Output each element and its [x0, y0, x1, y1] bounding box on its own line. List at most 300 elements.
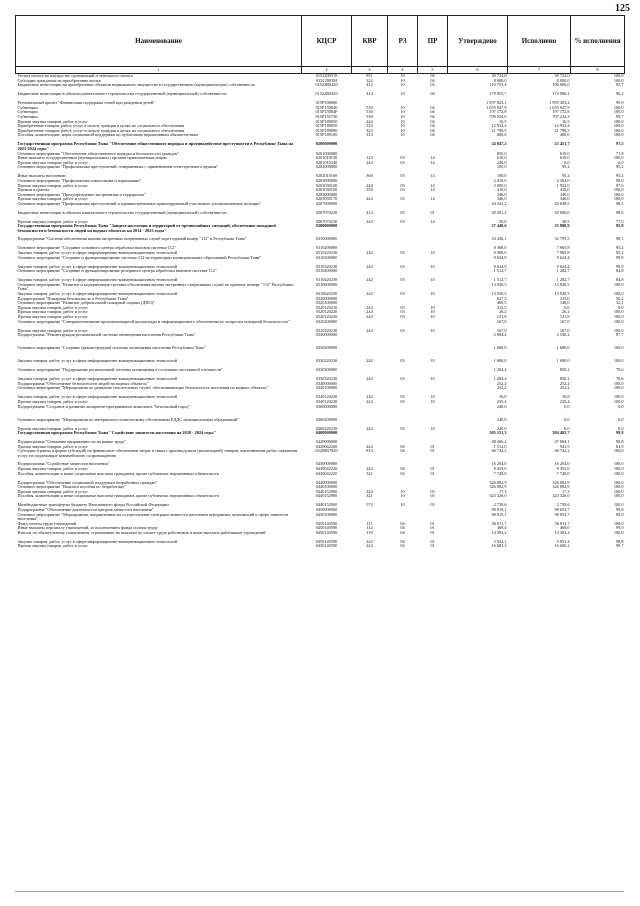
row-kcsr: 0320220230 [315, 328, 338, 333]
row-approved: 627,5 [496, 296, 507, 301]
row-approved: 100,0 [496, 174, 507, 179]
row-name: Прочая закупка товаров, работ и услуг [17, 119, 89, 124]
row-pr: 03 [430, 489, 435, 494]
row-kcsr: 0450140590 [315, 544, 338, 549]
table-row [16, 283, 625, 292]
table-row [16, 513, 625, 522]
row-pr: 14 [430, 197, 435, 202]
row-approved: 1 997 823,1 [486, 101, 507, 106]
row-kvr: 412 [366, 83, 373, 88]
row-name: Подпрограмма "Обеспечение безопасности людей на водных объектах" [17, 381, 149, 386]
row-kvr: 242 [366, 292, 373, 297]
row-name: Прочая закупка товаров, работ и услуг [17, 219, 89, 224]
row-executed: 26,2 [561, 310, 570, 315]
row-percent: 0,0 [618, 305, 624, 310]
row-approved: 98 819,1 [491, 512, 507, 517]
row-approved: 709 554,0 [489, 114, 507, 119]
column-number: 6 [448, 67, 508, 74]
row-executed: 30 724,0 [554, 73, 570, 78]
row-executed: 172 980,1 [552, 92, 570, 97]
row-kvr: 321 [366, 471, 373, 476]
row-executed: 850,2 [559, 368, 570, 373]
row-name: Закупка товаров, работ, услуг в сфере информационно-коммуникационных технологий [17, 292, 178, 297]
row-name: Приобретение товаров, работ, услуг в пользу граждан в целях их социального обеспечения [17, 128, 185, 133]
row-percent: 100,0 [613, 119, 624, 124]
row-approved: 8 000,0 [493, 78, 507, 83]
row-percent: 100,0 [613, 530, 624, 535]
table-row [16, 202, 625, 211]
row-executed: 2 739,6 [556, 503, 570, 508]
row-approved: 20 341,2 [491, 201, 507, 206]
row-approved: 400,0 [496, 133, 507, 138]
row-percent: 95,7 [615, 83, 624, 88]
row-name: Основное мероприятие "Профилактика преступлений и административных правонарушений участковых уполномоченных полиции" [17, 201, 262, 206]
row-kvr: 813 [366, 449, 373, 454]
row-percent: 100,0 [613, 315, 624, 319]
row-rz: 03 [400, 426, 405, 431]
row-executed: 12 932,4 [554, 124, 570, 129]
row-name: Основное мероприятие "Выплата пособия по безработице" [17, 485, 126, 490]
row-executed: 0,0 [564, 305, 570, 310]
row-kvr [352, 513, 388, 522]
row-rz: 05 [400, 210, 405, 215]
row-name: Закупка товаров, работ, услуг в сфере информационно-коммуникационных технологий [17, 395, 178, 400]
row-kcsr: 0207000000 [315, 201, 338, 206]
row-pr: 04 [430, 105, 435, 110]
row-pr: 14 [430, 156, 435, 161]
row-name: Прочая закупка товаров, работ и услуг [17, 315, 89, 319]
row-rz: 03 [400, 395, 405, 400]
row-approved: 1 512,0 [493, 444, 507, 449]
row-rz: 03 [400, 292, 405, 297]
row-percent: 100,0 [613, 449, 624, 454]
row-kcsr: 04200R7820 [315, 449, 338, 454]
row-percent: 100,0 [613, 128, 624, 133]
row-executed: 346,0 [559, 197, 570, 202]
row-rz [388, 202, 418, 211]
row-rz: 03 [400, 328, 405, 333]
row-name: Прочая закупка товаров, работ и услуг [17, 197, 89, 202]
row-kcsr: 015P189050 [315, 124, 338, 129]
row-kcsr: 015P100000 [315, 101, 338, 106]
row-executed: 95,2 [561, 174, 570, 179]
row-executed: 326 082,9 [552, 485, 570, 490]
row-approved: 16 204,0 [491, 462, 507, 467]
row-rz: 10 [400, 128, 405, 133]
row-percent: 100,0 [613, 282, 624, 287]
row-kvr: 242 [366, 251, 373, 256]
row-kvr: 242 [366, 359, 373, 364]
row-pr [418, 269, 448, 278]
column-number: 8 [571, 67, 625, 74]
row-pr: 04 [430, 83, 435, 88]
row-approved: 1 204,4 [493, 368, 507, 373]
row-pr: 14 [430, 219, 435, 224]
row-executed: 95,2 [561, 165, 570, 170]
row-pr: 01 [430, 466, 435, 471]
row-name: Государственная программа Республики Тыва "Защита населения и территорий от чрезвычайных ситуаций, обеспечение пожарной безопасности и безопасности людей на водных объектах на 2014 - 2023 годы" [17, 224, 276, 234]
row-percent: 100,0 [613, 124, 624, 129]
header-rz: РЗ [388, 16, 418, 67]
row-name: Основное мероприятие "Создание основного центра обработки вызовов системы-112" [17, 246, 176, 251]
row-rz [388, 237, 418, 246]
row-percent: 97,5 [615, 142, 624, 147]
row-rz [388, 405, 418, 418]
row-kcsr: 0450140590 [315, 530, 338, 535]
header-name: Наименование [16, 16, 302, 67]
row-approved: 167,0 [496, 328, 507, 333]
row-name: Фонд оплаты труда учреждений [17, 521, 77, 526]
row-pr [418, 142, 448, 151]
row-kvr: 414 [366, 210, 373, 215]
row-approved: 469,4 [496, 526, 507, 531]
row-percent: 100,0 [613, 78, 624, 83]
row-approved: 460,5 [496, 301, 507, 306]
column-number: 1 [16, 67, 302, 74]
row-pr [418, 237, 448, 246]
row-executed: 5 851,4 [556, 539, 570, 544]
row-name: Субвенции [17, 105, 38, 110]
row-kcsr: 015P150840 [315, 105, 338, 110]
row-kcsr: 0320000000 [315, 296, 338, 301]
row-kcsr: 0360220230 [315, 426, 338, 431]
row-percent: 100,0 [613, 359, 624, 364]
row-kcsr: 0203030100 [315, 188, 338, 193]
row-percent: 95,2 [615, 174, 624, 179]
row-executed: 47 684,1 [554, 440, 570, 445]
row-kvr: 242 [366, 264, 373, 269]
row-rz [388, 142, 418, 151]
row-kcsr: 0330000000 [315, 333, 338, 338]
row-executed: 610,0 [559, 151, 570, 156]
row-pr: 01 [430, 210, 435, 215]
row-name: Подпрограмма "Создание и развитие аппаратно-программного комплекса "Безопасный город" [17, 404, 191, 409]
row-approved: 16,5 [498, 119, 507, 124]
row-pr [418, 513, 448, 522]
row-pr [418, 320, 448, 329]
row-percent: 98,6 [615, 210, 624, 215]
table-row [16, 320, 625, 329]
row-approved: 30 724,0 [491, 73, 507, 78]
row-approved: 121,8 [496, 315, 507, 319]
page-number: 125 [615, 3, 630, 14]
row-kcsr: 0330200000 [315, 346, 338, 351]
row-pr: 10 [430, 359, 435, 364]
row-approved: 240,0 [496, 160, 507, 165]
row-name: Прочая закупка товаров, работ и услуг [17, 399, 89, 404]
row-pr: 04 [430, 124, 435, 129]
row-percent: 100,0 [613, 521, 624, 526]
row-name: Прочая закупка товаров, работ и услуг [17, 444, 89, 449]
row-name: Основное мероприятие "Мероприятия по материально-техническому обеспечению ЕДДС муниципальных образований" [17, 417, 239, 422]
row-approved: 8 455,0 [493, 466, 507, 471]
row-executed: 469,0 [559, 526, 570, 531]
row-pr: 14 [430, 188, 435, 193]
row-percent: 100,0 [613, 319, 624, 324]
row-pr: 14 [430, 183, 435, 188]
row-approved: 240,0 [496, 417, 507, 422]
row-executed: 1 680,0 [556, 359, 570, 364]
row-pr [418, 418, 448, 427]
row-name: Закупка товаров, работ, услуг в сфере информационно-коммуникационных технологий [17, 377, 178, 382]
row-rz: 10 [400, 503, 405, 508]
row-percent: 0,0 [618, 404, 624, 409]
row-rz: 10 [400, 78, 405, 83]
row-pr: 10 [430, 251, 435, 256]
row-rz: 03 [400, 377, 405, 382]
row-name: Закупка товаров, работ, услуг в сфере информационно-коммуникационных технологий [17, 251, 178, 256]
row-percent: 70,6 [615, 368, 624, 373]
row-pr [418, 165, 448, 174]
table-row [16, 346, 625, 359]
row-kvr [352, 368, 388, 377]
row-name: Основное мероприятие "Создание (реконструкция) системы оповещения населения Республики Тыва" [17, 346, 206, 351]
row-approved: 326 082,9 [489, 480, 507, 485]
row-percent: 97,6 [615, 183, 624, 188]
row-percent: 98,8 [615, 539, 624, 544]
row-percent: 95,9 [615, 224, 624, 229]
row-name: Иные выплаты государственных (муниципальных) органов привлекаемым лицам [17, 156, 167, 161]
row-kcsr: 0450000000 [315, 507, 338, 512]
row-kvr: 570 [366, 503, 373, 508]
page-bottom-rule [15, 891, 624, 892]
row-pr [418, 346, 448, 359]
row-approved: 13 920,5 [491, 282, 507, 287]
row-percent: 98,0 [615, 178, 624, 183]
row-kcsr: 015P189090 [315, 128, 338, 133]
row-executed: 9 624,4 [556, 255, 570, 260]
row-approved: 16,8 [498, 395, 507, 400]
row-name: Прочая закупка товаров, работ и услуг [17, 544, 89, 549]
row-rz: 03 [400, 251, 405, 256]
row-approved: 8 368,0 [493, 251, 507, 256]
row-name: Уплата налога на имущество организаций и земельного налога [17, 73, 133, 78]
row-approved: 46 742,2 [491, 449, 507, 454]
row-kvr [352, 269, 388, 278]
row-name: Государственная программа Республики Тыва "Содействие занятости населения на 2020 - 2024 годы" [17, 431, 217, 436]
row-approved: 13 920,5 [491, 292, 507, 297]
table-row [16, 224, 625, 237]
row-name: Субсидии (гранты в форме субсидий) на финансовое обеспечение затрат в связи с производством (реализацией) товаров, выполнением работ, оказанием услуг, не подлежащие казначейскому сопровождению [17, 449, 298, 458]
row-executed: 0,0 [564, 404, 570, 409]
table-row [16, 165, 625, 174]
row-percent: 100,0 [613, 328, 624, 333]
row-rz [388, 269, 418, 278]
row-pr: 01 [430, 526, 435, 531]
row-kcsr: 0205050170 [315, 197, 338, 202]
row-kvr [352, 237, 388, 246]
row-executed: 400,0 [559, 133, 570, 138]
row-approved: 252,2 [496, 386, 507, 391]
row-executed: 20 038,5 [554, 201, 570, 206]
row-kvr: 244 [366, 489, 373, 494]
row-kcsr: 015P189100 [315, 133, 338, 138]
row-kcsr: 0202010160 [315, 174, 338, 179]
row-kvr: 244 [366, 183, 373, 188]
row-rz: 03 [400, 156, 405, 161]
row-name: Межбюджетные трансферты бюджету Пенсионного фонда Российской Федерации [17, 503, 169, 508]
row-kcsr: 0420042260 [315, 444, 338, 449]
row-approved: 2 000,0 [493, 183, 507, 188]
row-executed: 2 362,0 [556, 178, 570, 183]
row-pr: 04 [430, 119, 435, 124]
row-rz: 10 [400, 133, 405, 138]
row-executed: 13 920,5 [554, 292, 570, 297]
row-approved: 5 922,1 [493, 539, 507, 544]
row-percent: 100,0 [613, 480, 624, 485]
row-executed: 98 653,7 [554, 507, 570, 512]
column-number: 4 [388, 67, 418, 74]
table-row [16, 92, 625, 101]
row-kcsr: 0440100000 [315, 485, 338, 490]
row-percent: 95,2 [615, 246, 624, 251]
row-approved: 48 266,2 [491, 440, 507, 445]
row-pr: 10 [430, 395, 435, 400]
table-row [16, 333, 625, 346]
row-kvr: 244 [366, 310, 373, 315]
row-approved: 9 634,9 [493, 264, 507, 269]
row-executed: 23 451,7 [554, 142, 570, 147]
row-kcsr: 0440152900 [315, 489, 338, 494]
budget-execution-table [15, 15, 625, 549]
row-approved: 346,0 [496, 197, 507, 202]
row-percent: 100,0 [613, 399, 624, 404]
row-kcsr: 0310400000 [315, 269, 338, 274]
row-rz: 04 [400, 539, 405, 544]
row-executed: 850,2 [559, 377, 570, 382]
row-rz: 10 [400, 114, 405, 119]
row-kcsr: 0207070230 [315, 210, 338, 215]
row-kvr: 530 [366, 114, 373, 119]
header-approved: Утверждено [448, 16, 508, 67]
row-name: Подпрограмма "Снижение напряженности на рынке труда" [17, 440, 126, 445]
row-name: Подпрограмма "Обеспечение деятельности центров занятости населения" [17, 507, 154, 512]
row-rz [388, 224, 418, 237]
row-rz [388, 283, 418, 292]
row-name: Подпрограмма "Система обеспечения вызова экстренных оперативных служб через единый номер "112" в Республике Тыва" [17, 237, 247, 242]
row-executed: 7 965,8 [556, 246, 570, 251]
row-kvr: 123 [366, 156, 373, 161]
row-executed: 197 172,8 [552, 110, 570, 115]
row-name: Основное мероприятие "Развитие и модернизация системы обеспечения вызова экстренных оперативных служб по единому номеру "112" Республики Тыва" [17, 282, 294, 292]
header-executed: Исполнено [508, 16, 571, 67]
row-rz: 03 [400, 197, 405, 202]
row-pr: 14 [430, 174, 435, 179]
row-percent: 100,0 [613, 192, 624, 197]
row-executed: 1 995 303,4 [549, 101, 570, 106]
row-executed: 16 204,0 [554, 462, 570, 467]
row-name: Взносы по обязательному социальному страхованию на выплаты по оплате труда работников и иные выплаты работникам учреждений [17, 530, 266, 535]
row-kvr [352, 346, 388, 359]
row-approved: 252,2 [496, 381, 507, 386]
row-kcsr: 0200000000 [315, 142, 338, 147]
row-kcsr: 0152200310 [315, 73, 338, 78]
row-pr: 04 [430, 73, 435, 78]
row-kvr [352, 418, 388, 427]
row-pr [418, 283, 448, 292]
row-kvr [352, 320, 388, 329]
table-row [16, 531, 625, 540]
row-name: Основное мероприятие "Развитие добровольной пожарной охраны (ДПО)" [17, 301, 155, 306]
row-percent: 100,0 [613, 503, 624, 508]
row-executed: 0,0 [564, 160, 570, 165]
row-pr [418, 333, 448, 346]
row-name: Подпрограмма "Реконструкция региональной системы оповещения населения Республики Тыва" [17, 333, 196, 338]
row-approved: 1 055 947,9 [486, 105, 507, 110]
row-executed: 8 000,0 [556, 78, 570, 83]
row-pr: 10 [430, 426, 435, 431]
row-executed: 1 952,0 [556, 183, 570, 188]
table-row [16, 386, 625, 395]
row-approved: 197 172,8 [489, 110, 507, 115]
row-percent: 99,9 [615, 526, 624, 531]
row-approved: 2 739,6 [493, 503, 507, 508]
row-kcsr: 0310200000 [315, 246, 338, 251]
row-kcsr: 0440152900 [315, 494, 338, 499]
row-percent: 100,0 [613, 156, 624, 161]
row-kvr: 313 [366, 133, 373, 138]
row-percent: 99,7 [615, 114, 624, 119]
row-percent: 100,0 [613, 471, 624, 476]
row-kcsr: 0310320230 [315, 264, 338, 269]
row-name: Основное мероприятие "Профилактика алкоголизма и наркомании" [17, 178, 142, 183]
row-kvr: 244 [366, 399, 373, 404]
row-executed: 326 082,9 [552, 480, 570, 485]
row-name: Закупка товаров, работ, услуг в сфере информационно-коммуникационных технологий [17, 539, 178, 544]
table-row [16, 211, 625, 220]
row-percent: 100,0 [613, 197, 624, 202]
row-percent: 100,0 [613, 310, 624, 315]
row-approved: 98 819,1 [491, 507, 507, 512]
row-rz: 10 [400, 110, 405, 115]
row-executed: 0,0 [564, 426, 570, 431]
row-rz: 04 [400, 466, 405, 471]
row-rz [388, 346, 418, 359]
row-name: Прочая закупка товаров, работ и услуг [17, 426, 89, 431]
row-kvr: 244 [366, 119, 373, 124]
row-kvr: 244 [366, 328, 373, 333]
row-rz: 04 [400, 526, 405, 531]
row-executed: 46 742,2 [554, 449, 570, 454]
row-name: Закупка товаров, работ, услуг в сфере информационно-коммуникационных технологий [17, 359, 178, 364]
row-kcsr: 01522003М [315, 78, 337, 83]
row-kcsr: 0310600000 [315, 282, 338, 287]
row-kcsr: 0203030100 [315, 183, 338, 188]
row-name: Бюджетные инвестиции в объекты капитального строительства государственной (муниципальной) собственности [17, 210, 227, 215]
column-number: 3 [352, 67, 388, 74]
row-rz [388, 431, 418, 440]
row-rz: 04 [400, 521, 405, 526]
table-body [16, 74, 625, 550]
row-approved: 20 291,2 [491, 210, 507, 215]
row-executed: 148,0 [559, 301, 570, 306]
row-approved: 56 011,7 [491, 521, 507, 526]
row-percent: 100,0 [613, 105, 624, 110]
row-kcsr: 0320200000 [315, 319, 338, 324]
row-pr: 01 [430, 521, 435, 526]
row-kcsr: 0450140590 [315, 539, 338, 544]
row-name: Основное мероприятие "Создание и функционирование системы-112 на территории муниципальных образований Республики Тыва" [17, 255, 262, 260]
table-row [16, 256, 625, 265]
row-kvr: 119 [366, 530, 373, 535]
row-approved: 110 753,4 [489, 83, 507, 88]
table-row [16, 431, 625, 440]
row-kcsr: 01522R0420 [315, 92, 338, 97]
row-approved: 326 082,9 [489, 485, 507, 490]
row-kvr: 530 [366, 110, 373, 115]
row-pr: 04 [430, 133, 435, 138]
row-percent: 32,1 [615, 301, 624, 306]
